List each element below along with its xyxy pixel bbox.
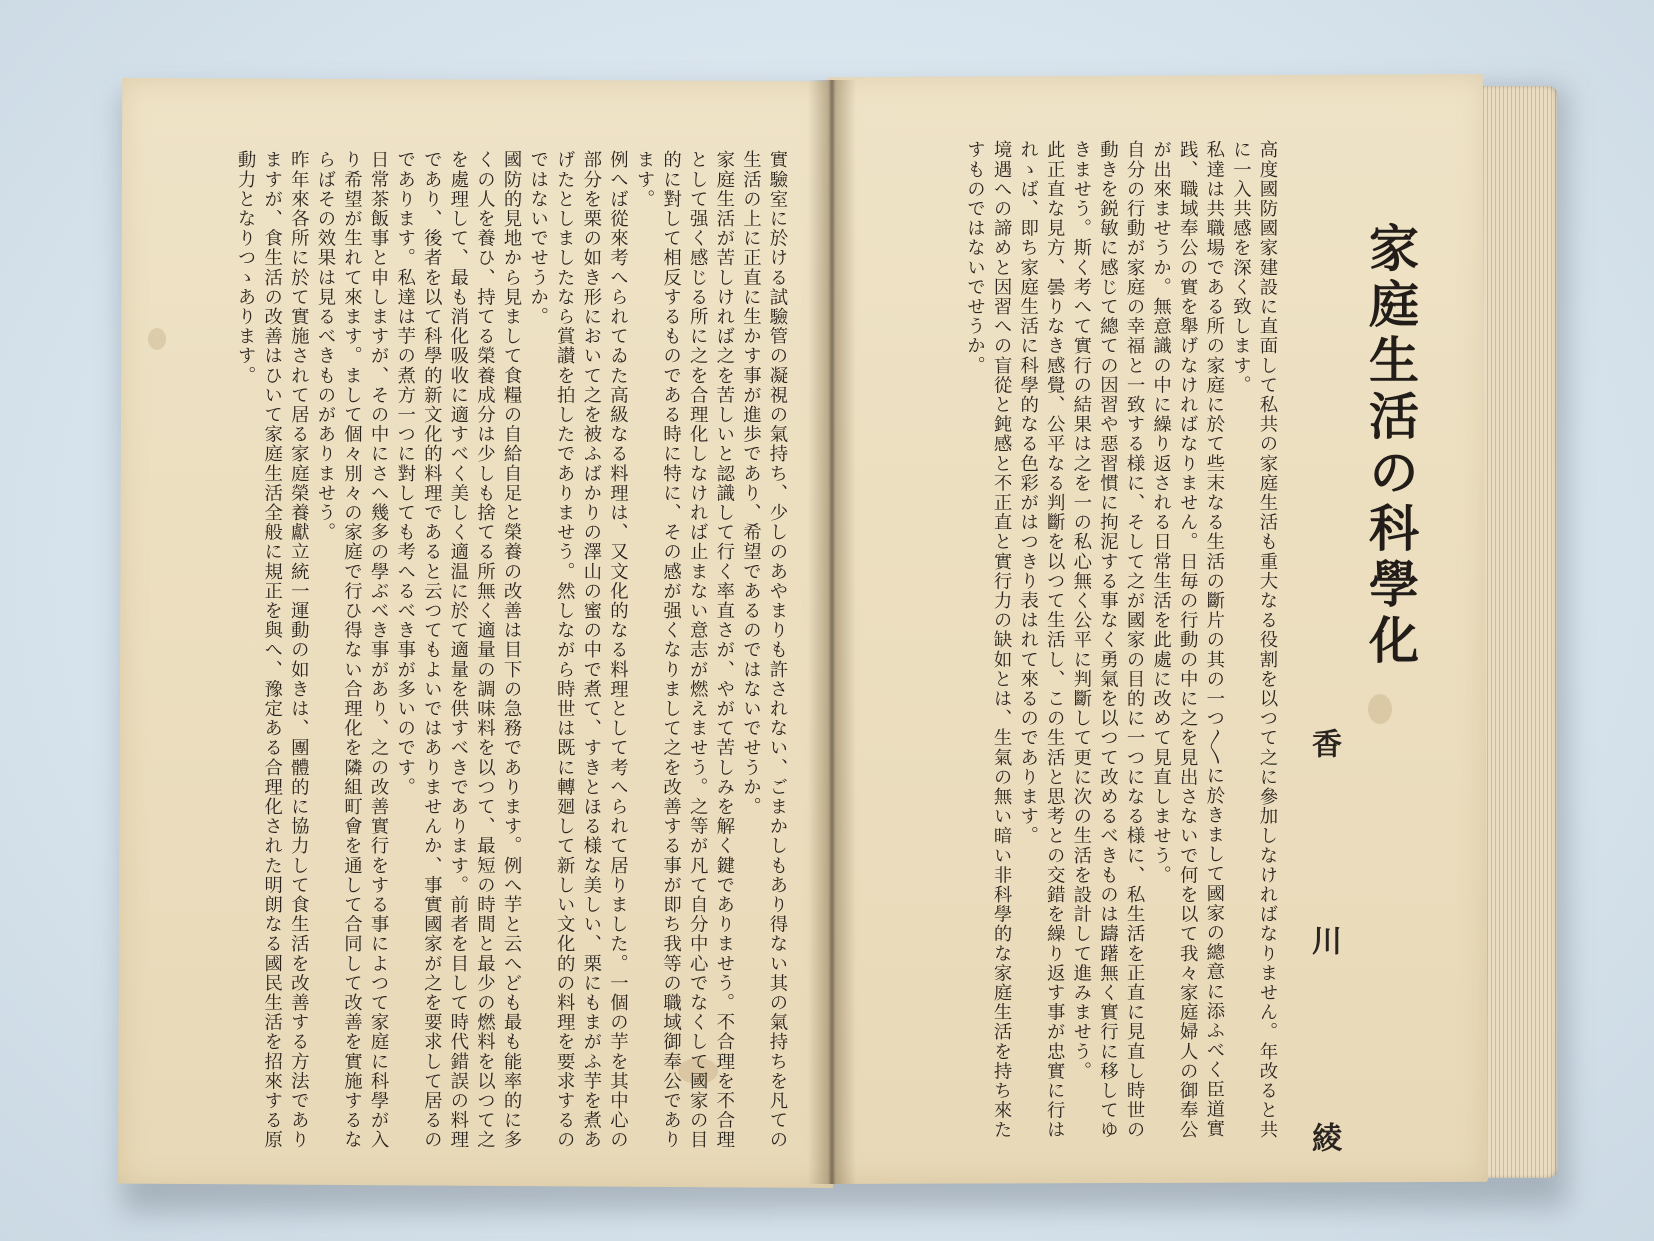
article-author: 香 川 綾: [1306, 728, 1341, 1218]
page-edges: [1480, 86, 1558, 1178]
left-page-body-text: 實驗室に於ける試驗管の凝視の氣持ち、少しのあやまりも許されない、ごまかしもあり得ない其の氣持ちを凡ての生活の上に正直に生かす事が進歩であり、希望であるのではないでせうか。 家庭生活が苦しければ之を苦しいと認識して行く率直さが、やがて苦しみを解く鍵でありませう。不合理を不合理として强く感じる所に之を合理化しなければ止まない意志が燃えませう。之等が凡て自分中心でなくして國家の目的に對して相反するものである時に特に、その感が强くなりまして之を改善する事が即ち我等の職域御奉公であります。 例へば從來考へられてゐた高級なる料理は、又文化的なる料理として考へられて居りました。一個の芋を其中心の部分を栗の如き形において之を被ふばかりの澤山の蜜の中で煮て、すきとほる様な美しい、栗にもまがふ芋を煮あげたとしましたなら賞讃を拍したでありませう。然しながら時世は既に轉廻して新しい文化的の料理を要求するのではないでせうか。 國防的見地から見まして食糧の自給自足と榮養の改善は目下の急務であります。例へ芋と云へども最も能率的に多くの人を養ひ、持てる榮養成分は少しも捨てる所無く適量の調味料を以つて、最短の時間と最少の燃料を以つて之を處理して、最も消化吸收に適すべく美しく適温に於て適量を供すべきであります。前者を目して時代錯誤の料理であり、後者を以て科學的新文化的料理であると云つてもよいではありませんか、事實國家が之を要求して居るのであります。私達は芋の煮方一つに對しても考へるべき事が多いのです。 日常茶飯事と申しますが、その中にさへ幾多の學ぶべき事があり、之の改善實行をする事によつて家庭に科學が入り希望が生れて來ます。まして個々別々の家庭で行ひ得ない合理化を隣組町會を通して合同して改善を實施するならばその效果は見るべきものがありませう。 昨年來各所に於て實施されて居る家庭榮養獻立統一運動の如きは、團體的に協力して食生活を改善する方法でありますが、食生活の改善はひいて家庭生活全般に規正を與へ、豫定ある合理化された明朗なる國民生活を招來する原動力となりつゝあります。: [235, 150, 788, 1150]
right-page-body-text: 高度國防國家建設に直面して私共の家庭生活も重大なる役割を以つて之に參加しなければなりません。年改ると共に一入共感を深く致します。 私達は共職場である所の家庭に於て些末なる生活の斷片の其の一つ〳〵に於きまして國家の總意に添ふべく臣道實践、職域奉公の實を舉げなければなりません。日毎の行動の中に之を見出さないで何を以て我々家庭婦人の御奉公が出來ませうか。無意識の中に繰り返される日常生活を此處に改めて見直しませう。 自分の行動が家庭の幸福と一致する様に、そして之が國家の目的に一つになる様に、私生活を正直に見直し時世の動きを鋭敏に感じて總ての因習や惡習慣に拘泥する事なく勇氣を以つて改めるべきものは躊躇無く實行に移してゆきませう。斯く考へて實行の結果は之を一の私心無く公平に判斷して更に次の生活を設計して進みませう。 此正直な見方、曇りなき感覺、公平なる判斷を以つて生活し、この生活と思考との交錯を繰り返す事が忠實に行はれゝば、即ち家庭生活に科學的なる色彩がはつきり表はれて來るのであります。 境遇への諦めと因習への盲從と鈍感と不正直と實行力の缺如とは、生氣の無い暗い非科學的な家庭生活を持ち來たすものではないでせうか。: [964, 140, 1278, 1140]
article-title: 家庭生活の科學化: [1361, 222, 1420, 670]
paper-stain: [1368, 694, 1392, 724]
